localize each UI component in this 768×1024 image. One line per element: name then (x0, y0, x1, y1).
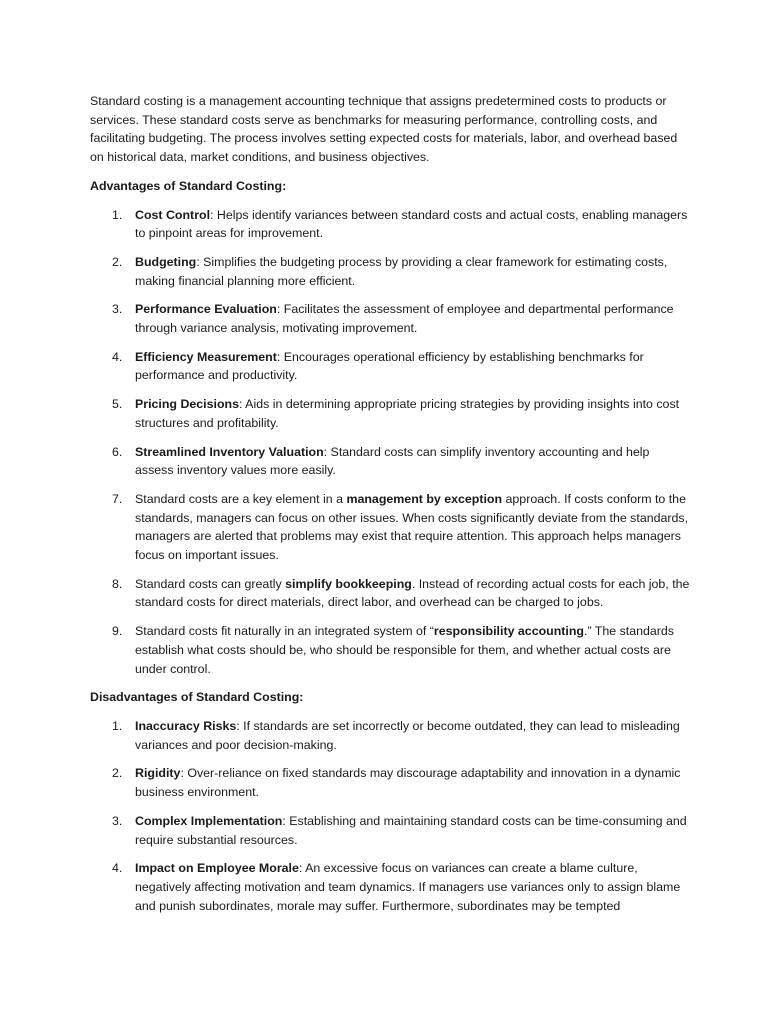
list-item (90, 395, 690, 432)
item-text: : Aids in determining appropriate pricing strategies by providing insights into cost structures and profitability. (135, 397, 680, 430)
item-term: simplify bookkeeping (285, 576, 412, 591)
item-number: 2. (112, 766, 123, 781)
list-item (90, 575, 690, 612)
list-item (90, 490, 690, 565)
item-number: 4. (112, 861, 123, 876)
list-item (90, 443, 690, 480)
item-term: Rigidity (135, 766, 181, 781)
disadvantages-heading: Disadvantages of Standard Costing: (90, 690, 304, 705)
intro-paragraph: Standard costing is a management accounting technique that assigns predetermined costs to products or services. These standard costs serve as benchmarks for measuring performance, controlling costs, and facilitating budgeting. The process involves setting expected costs for materials, labor, and overhead based on historical data, market conditions, and business objectives. (90, 94, 678, 165)
item-number: 4. (112, 349, 123, 364)
item-term: Efficiency Measurement (135, 349, 277, 364)
item-term: Budgeting (135, 254, 197, 269)
item-number: 1. (112, 718, 123, 733)
advantages-list (90, 206, 690, 679)
item-text: approach. If costs conform to the standards, managers can focus on other issues. When costs significantly deviate from the standards, managers are alerted that problems may exist that require attention. This approach helps managers focus on important issues. (135, 491, 689, 563)
item-pre: Standard costs can greatly (135, 576, 286, 591)
item-text: : Encourages operational efficiency by establishing benchmarks for performance and productivity. (135, 349, 644, 383)
item-number: 6. (112, 444, 123, 459)
item-number: 5. (112, 397, 123, 412)
item-number: 1. (112, 207, 123, 222)
item-text: : Standard costs can simplify inventory accounting and help assess inventory values more easily. (135, 444, 650, 478)
document-page (90, 92, 690, 925)
advantages-heading: Advantages of Standard Costing: (90, 178, 287, 193)
item-number: 8. (112, 576, 123, 591)
item-text: : Over-reliance on fixed standards may discourage adaptability and innovation in a dynamic business environment. (135, 766, 681, 800)
item-number: 3. (112, 302, 123, 317)
item-term: Inaccuracy Risks (135, 718, 237, 733)
item-text: : If standards are set incorrectly or become outdated, they can lead to misleading variances and poor decision-making. (135, 718, 680, 752)
list-item (90, 764, 690, 801)
item-term: Cost Control (135, 207, 211, 222)
item-term: Complex Implementation (135, 813, 283, 828)
list-item (90, 300, 690, 337)
list-item (90, 622, 690, 678)
disadvantages-list (90, 717, 690, 915)
item-text: : Simplifies the budgeting process by providing a clear framework for estimating costs, making financial planning more efficient. (135, 254, 668, 288)
list-item (90, 812, 690, 849)
item-term: Pricing Decisions (135, 397, 239, 412)
item-pre: Standard costs fit naturally in an integrated system of “ (135, 624, 434, 639)
list-item (90, 859, 690, 915)
item-term: management by exception (346, 491, 503, 506)
list-item (90, 206, 690, 243)
item-text: : Establishing and maintaining standard costs can be time-consuming and require substantial resources. (135, 813, 687, 847)
item-text: . Instead of recording actual costs for each job, the standard costs for direct materials, direct labor, and overhead can be charged to jobs. (135, 576, 690, 610)
list-item (90, 253, 690, 290)
item-text: .” The standards establish what costs should be, who should be responsible for them, and whether actual costs are under control. (135, 624, 674, 676)
item-term: Performance Evaluation (135, 302, 277, 317)
item-text: : Helps identify variances between standard costs and actual costs, enabling managers to pinpoint areas for improvement. (135, 207, 688, 241)
item-term: Streamlined Inventory Valuation (135, 444, 324, 459)
list-item (90, 717, 690, 754)
item-number: 3. (112, 813, 123, 828)
item-term: Impact on Employee Morale (135, 861, 299, 876)
item-term: responsibility accounting (433, 624, 584, 639)
list-item (90, 348, 690, 385)
item-number: 7. (112, 491, 123, 506)
item-text: : Facilitates the assessment of employee and departmental performance through variance analysis, motivating improvement. (135, 302, 674, 336)
item-number: 2. (112, 254, 123, 269)
item-pre: Standard costs are a key element in a (135, 491, 347, 506)
item-text: : An excessive focus on variances can create a blame culture, negatively affecting motivation and team dynamics. If managers use variances only to assign blame and punish subordinates, morale may suffer. Furthermore, subordinates may be tempted (135, 861, 681, 913)
item-number: 9. (112, 624, 123, 639)
